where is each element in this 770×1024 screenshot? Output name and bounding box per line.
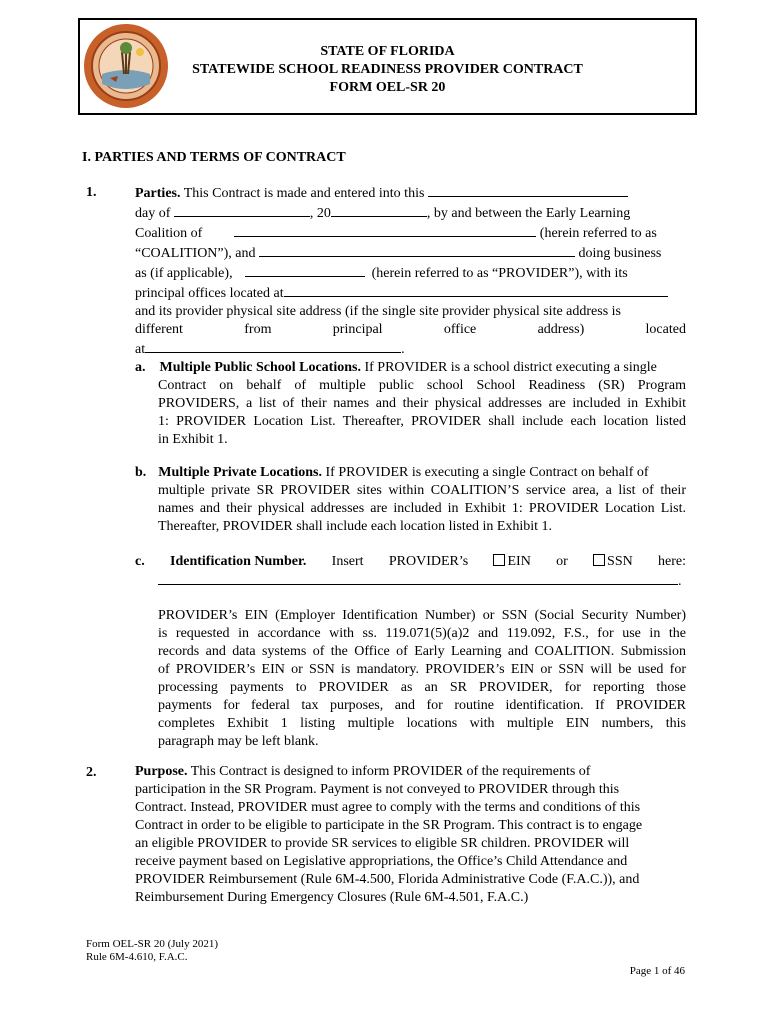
item-1-line-3: Coalition of (herein referred to as [135,223,686,243]
footer-form-number: Form OEL-SR 20 (July 2021) [86,938,218,950]
contract-month-field[interactable] [174,203,310,217]
item-1-line-6: principal offices located at [135,283,686,303]
header-line-contract: STATEWIDE SCHOOL READINESS PROVIDER CONTRACT [192,62,583,77]
page-number: Page 1 of 46 [629,965,685,977]
item-1-line-2: day of , 20 , by and between the Early Learning [135,203,686,223]
item-2-number: 2. [86,765,97,780]
item-c-paragraph: PROVIDER’s EIN (Employer Identification Number) or SSN (Social Security Number) is requested in accordance with ss. 119.071(5)(a)2 and 119.092, F.S., for use in the records and data systems of the Office of Early Learning and COALITION. Submission of PROVIDER’s EIN or SSN is mandatory. PROVIDER’s EIN or SSN will be used for processing payments to PROVIDER as an SR PROVIDER, for reporting those payments for federal tax purposes, and for routine identification. If PROVIDER completes Exhibit 1 listing multiple locations with multiple EIN numbers, this paragraph may be left blank. [158,608,686,749]
footer-rule: Rule 6M-4.610, F.A.C. [86,951,188,963]
item-2-purpose: Purpose. This Contract is designed to inform PROVIDER of the requirements of participation in the SR Program. Payment is not conveyed to PROVIDER through this Contract. Instead, PROVIDER must agree to comply with the terms and conditions of this Contract in order to be eligible to participate in the SR Program. This contract is to engage an eligible PROVIDER to provide SR services to eligible SR children. PROVIDER will receive payment based on Legislative appropriations, the Office’s Child Attendance and PROVIDER Reimbursement (Rule 6M-4.500, Florida Administrative Code (F.A.C.)), and Reimbursement During Emergency Closures (Rule 6M-4.501, F.A.C.) [135,764,643,905]
footer-form-info [86,938,218,964]
item-c-identification-number: c. Identification Number. Insert PROVIDER’s EIN or SSN here: . PROVIDER’s EIN (Employer Identification Number) or SSN (Social Security Number) is requested in accordance with ss. 119.071(5)(a)2 and 119.092, F.S., for use in the records and data systems of the Office of Early Learning and COALITION. Submission of PROVIDER’s EIN or SSN is mandatory. PROVIDER’s EIN or SSN will be used for processing payments to PROVIDER as an SR PROVIDER, for reporting those payments for federal tax purposes, and for routine identification. If PROVIDER completes Exhibit 1 listing multiple locations with multiple EIN numbers, this paragraph may be left blank. [135,554,686,749]
contract-day-field[interactable] [428,183,628,197]
principal-office-address-field[interactable] [284,283,668,297]
header-line-state: STATE OF FLORIDA [320,44,455,59]
item-a-multiple-public-locations: a. Multiple Public School Locations. If PROVIDER is a school district executing a single Contract on behalf of multiple public school School Readiness (SR) Program PROVIDERS, a list of their names and their physical addresses are included in Exhibit 1: PROVIDER Location List. Thereafter, PROVIDER shall include each location listed in Exhibit 1. [135,360,686,447]
coalition-name-field[interactable] [234,223,536,237]
header-title [80,43,695,97]
ssn-checkbox[interactable] [593,554,605,566]
ein-checkbox[interactable] [493,554,505,566]
item-b-heading: Multiple Private Locations. [158,465,322,480]
item-1-line-1: Parties. This Contract is made and entered into this [135,183,686,203]
item-1-line-9: at . [135,339,686,359]
physical-site-address-field[interactable] [145,339,401,353]
section-title: I. PARTIES AND TERMS OF CONTRACT [82,150,346,165]
header-line-form: FORM OEL-SR 20 [329,80,446,95]
item-c-heading: Identification Number. [170,554,307,569]
item-1-line-5: as (if applicable), (herein referred to as “PROVIDER”), with its [135,263,686,283]
item-1-parties [135,183,686,359]
item-1-line-4: “COALITION”), and doing business [135,243,686,263]
contract-year-field[interactable] [331,203,427,217]
item-1-heading: Parties. [135,186,181,201]
provider-name-field[interactable] [259,243,575,257]
header-box [78,18,697,115]
item-1-line-8: different from principal office address) located [135,322,686,337]
item-2-heading: Purpose. [135,764,188,779]
item-1-line-7: and its provider physical site address (if the single site provider physical site address is [135,304,622,319]
item-a-heading: Multiple Public School Locations. [159,360,361,375]
item-1-number: 1. [86,185,97,200]
item-b-multiple-private-locations: b. Multiple Private Locations. If PROVIDER is executing a single Contract on behalf of multiple private SR PROVIDER sites within COALITION’S service area, a list of their names and their physical addresses are included in Exhibit 1: PROVIDER Location List. Thereafter, PROVIDER shall include each location listed in Exhibit 1. [135,465,686,534]
dba-name-field[interactable] [245,263,365,277]
identification-number-field[interactable] [158,571,678,585]
